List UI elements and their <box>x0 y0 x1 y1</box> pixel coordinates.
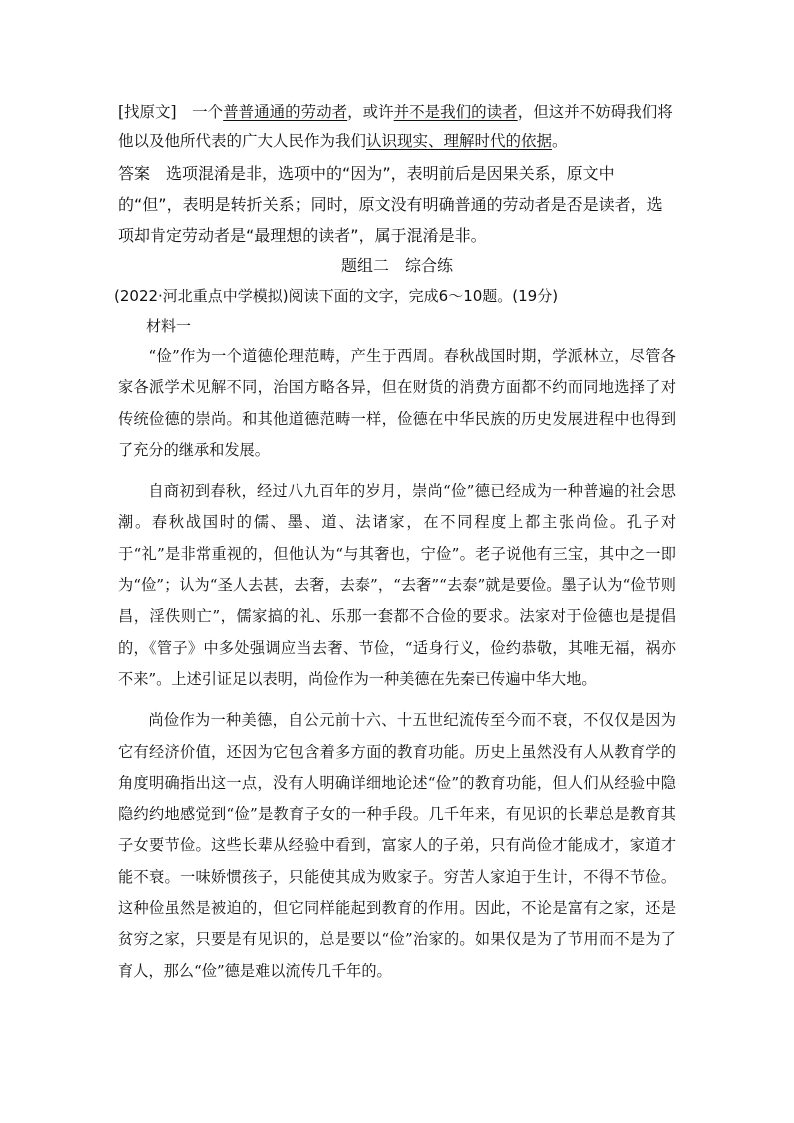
material-paragraph-3: 尚俭作为一种美德，自公元前十六、十五世纪流传至今而不衰，不仅仅是因为它有经济价值，还因为它包含着多方面的教育功能。历史上虽然没有人从教育学的角度明确指出这一点，没有人明确详细地论述“俭”的教育功能，但人们从经验中隐隐约约地感觉到“俭”是教育子女的一种手段。几千年来，有见识的长辈总是教育其子女要节俭。这些长辈从经验中看到，富家人的子弟，只有尚俭才能成才，家道才能不衰。一味娇惯孩子，只能使其成为败家子。穷苦人家迫于生计，不得不节俭。这种俭虽然是被迫的，但它同样能起到教育的作用。因此，不论是富有之家，还是贫穷之家，只要是有见识的，总是要以“俭”治家的。如果仅是为了节用而不是为了育人，那么“俭”德是难以流传几千年的。 <box>118 711 676 980</box>
material-paragraph-1: “俭”作为一个道德伦理范畴，产生于西周。春秋战国时期，学派林立，尽管各家各派学术见解不同，治国方略各异，但在财货的消费方面都不约而同地选择了对传统俭德的崇尚。和其他道德范畴一样，俭德在中华民族的历史发展进程中也得到了充分的继承和发展。 <box>118 347 676 459</box>
find-original-label: [找原文] <box>118 103 177 121</box>
underlined-phrase-1: 普普通通的劳动者 <box>223 103 348 121</box>
question-intro: (2022·河北重点中学模拟)阅读下面的文字，完成6～10题。(19分) <box>114 287 559 305</box>
find-original-text-4: 。 <box>552 132 568 150</box>
material-label: 材料一 <box>146 317 192 335</box>
underlined-phrase-2: 并不是我们的读者 <box>393 103 518 121</box>
answer-paragraph <box>118 158 676 251</box>
find-original-text-3: ，但这并不妨碍我们将他以及他所代表的广大人民作为我们 <box>118 103 673 150</box>
find-original-paragraph <box>118 98 676 156</box>
section-title: 题组二 综合练 <box>340 256 453 275</box>
page-content <box>114 98 676 987</box>
answer-label: 答案 <box>118 164 151 183</box>
underlined-phrase-3: 认识现实、理解时代的依据 <box>366 132 553 150</box>
material-paragraph-2: 自商初到春秋，经过八九百年的岁月，崇尚“俭”德已经成为一种普遍的社会思潮。春秋战国时的儒、墨、道、法诸家，在不同程度上都主张尚俭。孔子对于“礼”是非常重视的，但他认为“与其奢也，宁俭”。老子说他有三宝，其中之一即为“俭”；认为“圣人去甚，去奢，去泰”，“去奢”“去泰”就是要俭。墨子认为“俭节则昌，淫佚则亡”，儒家搞的礼、乐那一套都不合俭的要求。法家对于俭德也是提倡的，《管子》中多处强调应当去奢、节俭，“适身行义，俭约恭敬，其唯无福，祸亦不来”。上述引证足以表明，尚俭作为一种美德在先秦已传遍中华大地。 <box>118 482 676 688</box>
find-original-text-2: ，或许 <box>347 103 394 121</box>
answer-text: 选项混淆是非，选项中的“因为”，表明前后是因果关系，原文中的“但”，表明是转折关系；同时，原文没有明确普通的劳动者是否是读者，选项却肯定劳动者是“最理想的读者”，属于混淆是非。 <box>118 164 663 245</box>
find-original-text-1: 一个 <box>192 103 224 121</box>
